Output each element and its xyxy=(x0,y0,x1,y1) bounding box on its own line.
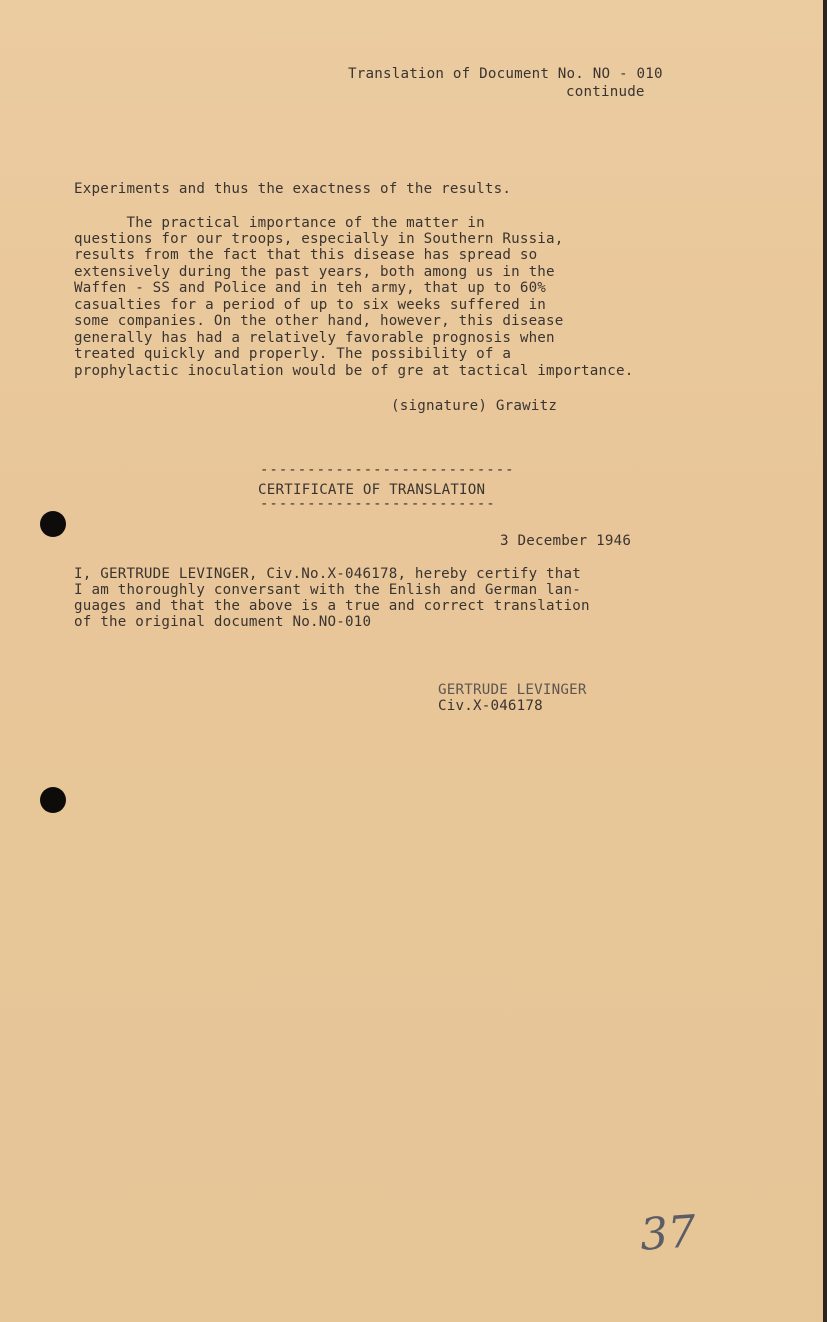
page-edge xyxy=(823,0,827,1322)
punch-hole xyxy=(40,787,66,813)
certificate-line: I, GERTRUDE LEVINGER, Civ.No.X-046178, hereby certify that xyxy=(74,566,582,582)
body-line: generally has had a relatively favorable prognosis when xyxy=(74,330,555,346)
body-line: treated quickly and properly. The possibility of a xyxy=(74,346,512,362)
body-line: Waffen - SS and Police and in teh army, that up to 60% xyxy=(74,280,547,296)
certificate-line: I am thoroughly conversant with the Enlish and German lan- xyxy=(74,582,582,598)
header-title: Translation of Document No. NO - 010 xyxy=(348,66,663,82)
certificate-date: 3 December 1946 xyxy=(500,533,632,549)
certificate-divider-top: --------------------------- xyxy=(260,462,515,478)
certificate-divider-bottom: ------------------------- xyxy=(260,496,496,512)
body-line: casualties for a period of up to six weeks suffered in xyxy=(74,297,547,313)
body-line: The practical importance of the matter in xyxy=(74,215,485,231)
page-number: 37 xyxy=(638,1206,698,1261)
body-line: Experiments and thus the exactness of the results. xyxy=(74,181,512,197)
certificate-title: CERTIFICATE OF TRANSLATION xyxy=(258,482,486,498)
body-line: questions for our troops, especially in Southern Russia, xyxy=(74,231,564,247)
header-continued: continude xyxy=(566,84,645,100)
body-line: results from the fact that this disease has spread so xyxy=(74,247,538,263)
signer-civ-number: Civ.X-046178 xyxy=(438,698,543,714)
body-line: prophylactic inoculation would be of gre at tactical importance. xyxy=(74,363,634,379)
punch-hole xyxy=(40,511,66,537)
signer-name: GERTRUDE LEVINGER xyxy=(438,682,587,698)
body-line: some companies. On the other hand, however, this disease xyxy=(74,313,564,329)
certificate-line: guages and that the above is a true and correct translation xyxy=(74,598,590,614)
certificate-line: of the original document No.NO-010 xyxy=(74,614,372,630)
body-line: extensively during the past years, both among us in the xyxy=(74,264,555,280)
signature-line: (signature) Grawitz xyxy=(391,398,558,414)
